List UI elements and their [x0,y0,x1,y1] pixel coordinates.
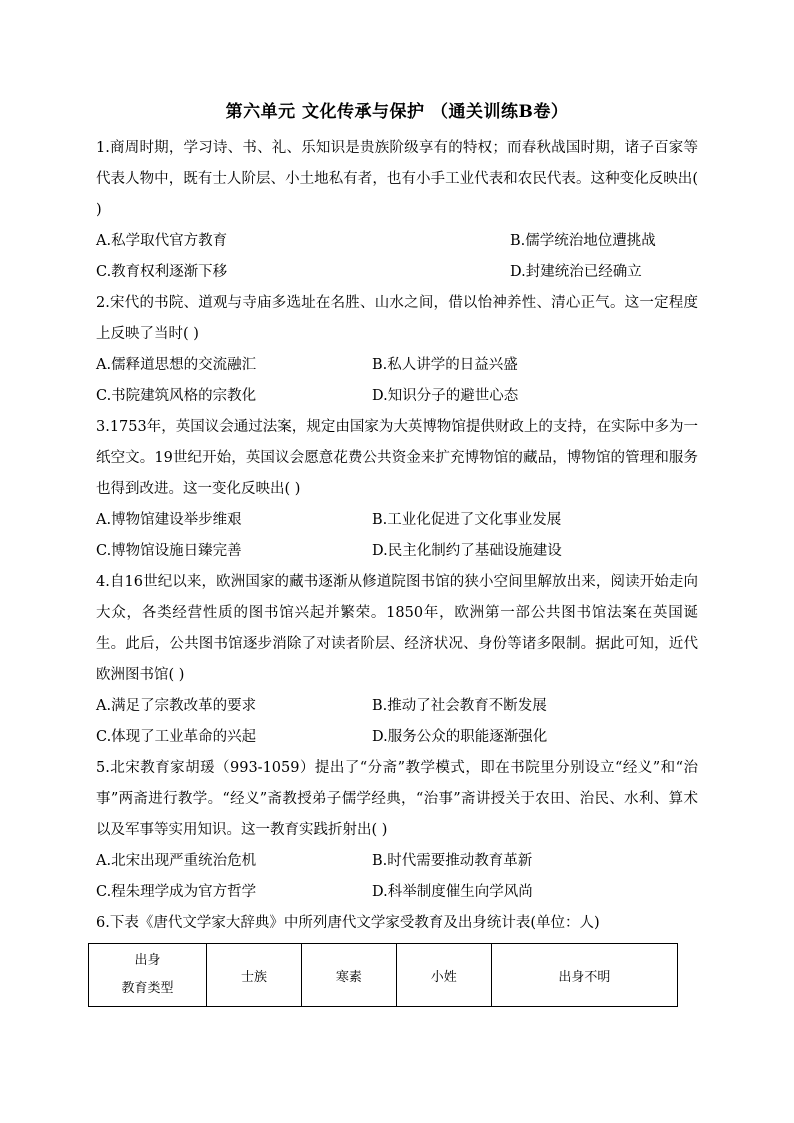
option-row [96,505,698,536]
table-header-cell: 寒素 [301,944,396,1007]
question-stem: 3.1753年，英国议会通过法案，规定由国家为大英博物馆提供财政上的支持，在实际中多为一纸空文。19世纪开始，英国议会愿意花费公共资金来扩充博物馆的藏品，博物馆的管理和服务也得到改进。这一变化反映出( ) [96,419,698,497]
question-stem: 4.自16世纪以来，欧洲国家的藏书逐渐从修道院图书馆的狭小空间里解放出来，阅读开始走向大众，各类经营性质的图书馆兴起并繁荣。1850年，欧洲第一部公共图书馆法案在英国诞生。此后，公共图书馆逐步消除了对读者阶层、经济状况、身份等诸多限制。据此可知，近代欧洲图书馆( ) [96,574,698,683]
corner-top-label: 出身 [134,953,161,968]
table-corner-cell [89,944,207,1007]
option-c[interactable]: C.体现了工业革命的兴起 [96,729,257,745]
option-d[interactable]: D.知识分子的避世心态 [372,388,519,404]
option-row [96,722,698,753]
option-d[interactable]: D.封建统治已经确立 [510,264,642,280]
option-row [96,691,698,722]
option-b[interactable]: B.私人讲学的日益兴盛 [372,357,518,373]
option-b[interactable]: B.儒学统治地位遭挑战 [510,233,656,249]
table-header-cell: 小姓 [396,944,491,1007]
option-a[interactable]: A.儒释道思想的交流融汇 [96,357,257,373]
option-row [96,381,698,412]
option-row [96,257,698,288]
question-stem: 5.北宋教育家胡瑗（993-1059）提出了“分斋”教学模式，即在书院里分别设立“经义”和“治事”两斋进行教学。“经义”斋教授弟子儒学经典，“治事”斋讲授关于农田、治民、水利、算术以及军事等实用知识。这一教育实践折射出( ) [96,760,698,838]
option-a[interactable]: A.北宋出现严重统治危机 [96,853,257,869]
option-b[interactable]: B.工业化促进了文化事业发展 [372,512,562,528]
option-a[interactable]: A.满足了宗教改革的要求 [96,698,257,714]
question-stem: 6.下表《唐代文学家大辞典》中所列唐代文学家受教育及出身统计表(单位：人) [96,915,600,931]
option-row [96,536,698,567]
option-b[interactable]: B.推动了社会教育不断发展 [372,698,547,714]
option-d[interactable]: D.民主化制约了基础设施建设 [372,543,562,559]
option-row [96,350,698,381]
page-title: 第六单元 文化传承与保护 （通关训练B卷） [225,102,569,122]
table-header-cell: 士族 [207,944,302,1007]
table-header-cell: 出身不明 [491,944,677,1007]
option-row [96,846,698,877]
option-c[interactable]: C.教育权利逐渐下移 [96,264,228,280]
option-c[interactable]: C.书院建筑风格的宗教化 [96,388,257,404]
option-row [96,226,698,257]
corner-bottom-label: 教育类型 [121,981,174,996]
option-c[interactable]: C.博物馆设施日臻完善 [96,543,242,559]
option-a[interactable]: A.私学取代官方教育 [96,233,228,249]
option-a[interactable]: A.博物馆建设举步维艰 [96,512,242,528]
option-b[interactable]: B.时代需要推动教育革新 [372,853,533,869]
question-stem: 2.宋代的书院、道观与寺庙多选址在名胜、山水之间，借以怡神养性、清心正气。这一定程度上反映了当时( ) [96,295,698,342]
statistics-table [88,943,678,1007]
option-row [96,877,698,908]
option-c[interactable]: C.程朱理学成为官方哲学 [96,884,257,900]
question-stem: 1.商周时期，学习诗、书、礼、乐知识是贵族阶级享有的特权；而春秋战国时期，诸子百家等代表人物中，既有士人阶层、小土地私有者，也有小手工业代表和农民代表。这种变化反映出( ) [96,140,698,218]
table-header-row [89,944,678,1007]
question-list [96,133,698,939]
option-d[interactable]: D.服务公众的职能逐渐强化 [372,729,548,745]
option-d[interactable]: D.科举制度催生向学风尚 [372,884,533,900]
